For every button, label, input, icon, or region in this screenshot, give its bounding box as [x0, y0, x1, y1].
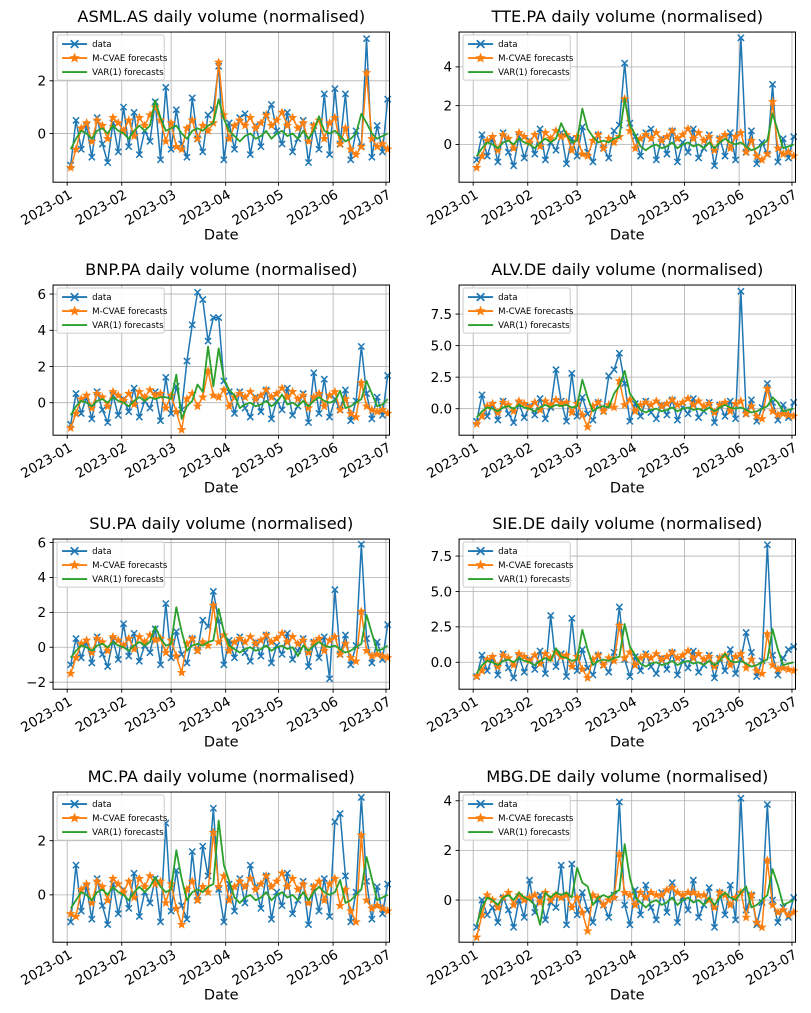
svg-text:2023-01: 2023-01 — [424, 440, 481, 482]
svg-text:6: 6 — [37, 287, 46, 303]
svg-text:2023-01: 2023-01 — [424, 947, 481, 989]
svg-text:M-CVAE forecasts: M-CVAE forecasts — [498, 307, 574, 317]
svg-text:4: 4 — [37, 323, 46, 339]
svg-text:2023-05: 2023-05 — [230, 187, 287, 229]
svg-text:2023-07: 2023-07 — [743, 947, 800, 989]
svg-text:2023-02: 2023-02 — [478, 693, 535, 735]
svg-text:VAR(1) forecasts: VAR(1) forecasts — [498, 68, 570, 78]
svg-text:2023-06: 2023-06 — [690, 440, 747, 482]
svg-text:VAR(1) forecasts: VAR(1) forecasts — [498, 321, 570, 331]
svg-text:2023-01: 2023-01 — [18, 187, 75, 229]
svg-text:2: 2 — [37, 360, 46, 376]
svg-text:M-CVAE forecasts: M-CVAE forecasts — [498, 814, 574, 824]
svg-text:VAR(1) forecasts: VAR(1) forecasts — [92, 321, 164, 331]
svg-text:2023-06: 2023-06 — [284, 187, 341, 229]
svg-text:2.5: 2.5 — [430, 370, 451, 386]
svg-text:data: data — [92, 293, 111, 303]
svg-text:2023-06: 2023-06 — [284, 693, 341, 735]
svg-text:0.0: 0.0 — [430, 402, 451, 418]
chart-canvas-sie-de — [406, 507, 811, 760]
svg-text:2023-01: 2023-01 — [18, 947, 75, 989]
svg-text:data: data — [498, 800, 517, 810]
svg-text:2023-07: 2023-07 — [743, 440, 800, 482]
svg-text:ALV.DE daily volume (normalise: ALV.DE daily volume (normalised) — [491, 260, 763, 279]
svg-text:2023-02: 2023-02 — [478, 440, 535, 482]
svg-text:0: 0 — [443, 137, 452, 153]
svg-text:2023-07: 2023-07 — [743, 693, 800, 735]
svg-text:2023-05: 2023-05 — [635, 693, 692, 735]
chart-alv-de — [406, 253, 811, 506]
svg-text:M-CVAE forecasts: M-CVAE forecasts — [92, 561, 168, 571]
svg-text:6: 6 — [37, 535, 46, 551]
svg-text:2023-04: 2023-04 — [582, 693, 639, 735]
svg-text:Date: Date — [609, 481, 644, 497]
svg-text:4: 4 — [443, 60, 452, 76]
svg-text:4: 4 — [37, 570, 46, 586]
chart-tte-pa — [406, 0, 811, 253]
svg-text:VAR(1) forecasts: VAR(1) forecasts — [498, 575, 570, 585]
svg-text:2023-02: 2023-02 — [73, 693, 130, 735]
svg-text:data: data — [498, 293, 517, 303]
svg-text:−2: −2 — [26, 675, 46, 691]
svg-text:2023-06: 2023-06 — [284, 947, 341, 989]
svg-text:0: 0 — [37, 396, 46, 412]
svg-text:Date: Date — [609, 227, 644, 243]
svg-text:2023-07: 2023-07 — [337, 693, 394, 735]
svg-text:2023-05: 2023-05 — [230, 947, 287, 989]
svg-text:2: 2 — [443, 843, 452, 859]
svg-text:2023-03: 2023-03 — [122, 947, 179, 989]
svg-text:Date: Date — [204, 481, 239, 497]
svg-text:2023-03: 2023-03 — [122, 187, 179, 229]
chart-canvas-mbg-de — [406, 760, 811, 1013]
svg-text:2023-02: 2023-02 — [73, 440, 130, 482]
svg-text:0: 0 — [37, 640, 46, 656]
svg-text:M-CVAE forecasts: M-CVAE forecasts — [498, 561, 574, 571]
svg-text:2023-01: 2023-01 — [424, 693, 481, 735]
svg-text:VAR(1) forecasts: VAR(1) forecasts — [498, 828, 570, 838]
svg-text:2: 2 — [37, 605, 46, 621]
svg-text:2023-03: 2023-03 — [122, 693, 179, 735]
svg-text:MBG.DE daily volume (normalise: MBG.DE daily volume (normalised) — [486, 767, 768, 786]
svg-text:2023-03: 2023-03 — [528, 947, 585, 989]
svg-text:2023-05: 2023-05 — [230, 693, 287, 735]
svg-text:2023-04: 2023-04 — [582, 947, 639, 989]
svg-text:data: data — [92, 40, 111, 50]
svg-text:0: 0 — [443, 893, 452, 909]
svg-text:2023-06: 2023-06 — [690, 187, 747, 229]
svg-text:2023-07: 2023-07 — [743, 187, 800, 229]
svg-text:2023-06: 2023-06 — [690, 947, 747, 989]
svg-text:0: 0 — [37, 888, 46, 904]
svg-text:7.5: 7.5 — [430, 307, 451, 323]
svg-text:Date: Date — [609, 987, 644, 1003]
chart-mc-pa — [0, 760, 406, 1013]
chart-sie-de — [406, 507, 811, 760]
svg-text:TTE.PA daily volume (normalise: TTE.PA daily volume (normalised) — [490, 7, 763, 26]
svg-text:2023-07: 2023-07 — [337, 440, 394, 482]
svg-text:SIE.DE daily volume (normalise: SIE.DE daily volume (normalised) — [492, 514, 762, 533]
svg-text:2023-04: 2023-04 — [177, 947, 234, 989]
svg-text:2023-04: 2023-04 — [582, 440, 639, 482]
svg-text:Date: Date — [204, 227, 239, 243]
svg-text:2023-07: 2023-07 — [337, 947, 394, 989]
svg-text:0: 0 — [37, 126, 46, 142]
svg-text:2023-05: 2023-05 — [230, 440, 287, 482]
chart-asml-as — [0, 0, 406, 253]
svg-text:2023-04: 2023-04 — [177, 440, 234, 482]
svg-text:5.0: 5.0 — [430, 339, 451, 355]
chart-canvas-asml-as — [0, 0, 406, 253]
svg-text:2023-05: 2023-05 — [635, 947, 692, 989]
svg-text:2023-03: 2023-03 — [528, 693, 585, 735]
svg-text:0.0: 0.0 — [430, 655, 451, 671]
chart-mbg-de — [406, 760, 811, 1013]
svg-text:2023-02: 2023-02 — [73, 187, 130, 229]
svg-text:4: 4 — [443, 793, 452, 809]
chart-canvas-mc-pa — [0, 760, 406, 1013]
svg-text:2: 2 — [443, 98, 452, 114]
svg-text:data: data — [92, 547, 111, 557]
svg-text:2023-06: 2023-06 — [690, 693, 747, 735]
svg-text:2023-01: 2023-01 — [18, 440, 75, 482]
svg-text:M-CVAE forecasts: M-CVAE forecasts — [92, 54, 168, 64]
svg-text:2023-07: 2023-07 — [337, 187, 394, 229]
svg-text:2023-04: 2023-04 — [177, 187, 234, 229]
chart-canvas-su-pa — [0, 507, 406, 760]
svg-text:data: data — [498, 40, 517, 50]
svg-text:BNP.PA daily volume (normalise: BNP.PA daily volume (normalised) — [85, 260, 357, 279]
chart-bnp-pa — [0, 253, 406, 506]
svg-text:2023-05: 2023-05 — [635, 187, 692, 229]
svg-text:2023-06: 2023-06 — [284, 440, 341, 482]
svg-text:5.0: 5.0 — [430, 584, 451, 600]
svg-text:data: data — [92, 800, 111, 810]
svg-text:2023-04: 2023-04 — [177, 693, 234, 735]
chart-canvas-alv-de — [406, 253, 811, 506]
svg-text:MC.PA daily volume (normalised: MC.PA daily volume (normalised) — [88, 767, 355, 786]
svg-text:SU.PA daily volume (normalised: SU.PA daily volume (normalised) — [89, 514, 353, 533]
svg-text:2: 2 — [37, 833, 46, 849]
svg-text:2023-03: 2023-03 — [528, 187, 585, 229]
svg-text:2023-03: 2023-03 — [528, 440, 585, 482]
svg-text:Date: Date — [204, 734, 239, 750]
svg-text:M-CVAE forecasts: M-CVAE forecasts — [92, 307, 168, 317]
svg-text:Date: Date — [204, 987, 239, 1003]
svg-text:ASML.AS daily volume (normalis: ASML.AS daily volume (normalised) — [77, 7, 365, 26]
svg-text:VAR(1) forecasts: VAR(1) forecasts — [92, 68, 164, 78]
svg-text:2.5: 2.5 — [430, 619, 451, 635]
svg-text:2023-01: 2023-01 — [18, 693, 75, 735]
svg-text:2023-05: 2023-05 — [635, 440, 692, 482]
svg-text:VAR(1) forecasts: VAR(1) forecasts — [92, 575, 164, 585]
svg-text:2023-02: 2023-02 — [73, 947, 130, 989]
svg-text:2023-02: 2023-02 — [478, 187, 535, 229]
svg-text:data: data — [498, 547, 517, 557]
svg-text:2: 2 — [37, 74, 46, 90]
svg-text:2023-04: 2023-04 — [582, 187, 639, 229]
chart-su-pa — [0, 507, 406, 760]
svg-text:Date: Date — [609, 734, 644, 750]
chart-canvas-tte-pa — [406, 0, 811, 253]
svg-text:2023-02: 2023-02 — [478, 947, 535, 989]
svg-text:M-CVAE forecasts: M-CVAE forecasts — [92, 814, 168, 824]
svg-text:2023-03: 2023-03 — [122, 440, 179, 482]
chart-canvas-bnp-pa — [0, 253, 406, 506]
svg-text:VAR(1) forecasts: VAR(1) forecasts — [92, 828, 164, 838]
svg-text:7.5: 7.5 — [430, 548, 451, 564]
svg-text:2023-01: 2023-01 — [424, 187, 481, 229]
svg-text:M-CVAE forecasts: M-CVAE forecasts — [498, 54, 574, 64]
